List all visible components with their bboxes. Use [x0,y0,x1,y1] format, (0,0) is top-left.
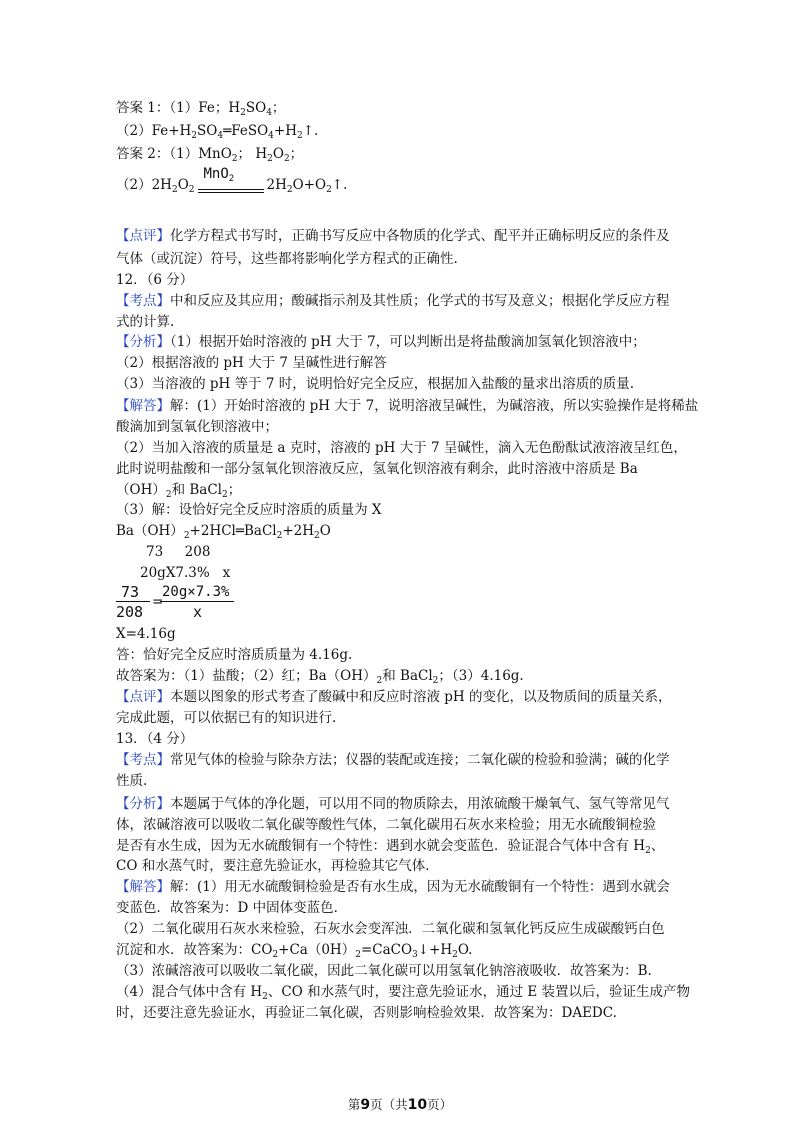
solution-13-line-5: （3）浓碱溶液可以吸收二氧化碳，因此二氧化碳可以用氢氧化钠溶液吸收．故答案为：B. [116,963,652,979]
page-footer: 第9页（共10页） [347,1097,453,1113]
molar-mass-line: 73 208 [146,544,211,560]
solution-13-line-3: （2）二氧化碳用石灰水来检验，石灰水会变浑浊．二氧化碳和氢氧化钙反应生成碳酸钙白色 [116,921,665,937]
kaodian-12-cont: 式的计算. [116,314,175,330]
analysis-12: 【分析】（1）根据开始时溶液的 pH 大于 7，可以判断出是将盐酸滴加氢氧化钡溶液中； [116,334,646,350]
kaodian-12: 【考点】中和反应及其应用；酸碱指示剂及其性质；化学式的书写及意义；根据化学反应方程 [116,293,670,309]
fraction-denominator-2: x [193,603,203,621]
page-total: 10 [407,1097,428,1113]
solution-13-line-6: （4）混合气体中含有 $H_2$、CO 和水蒸气时，要注意先验证水，通过 E 装置以后，验证生成产物 [116,984,691,1002]
question-13-title: 13．（4 分） [116,731,194,747]
fraction-equals: = [152,594,164,610]
analysis-12-line-3: （3）当溶液的 pH 等于 7 时，说明恰好完全反应，根据加入盐酸的量求出溶质的质量. [116,376,635,392]
answer-2-line-1: 答案 2：（1）MnO$_2$； $H_2O_2$； [116,146,304,164]
comment-12: 【点评】本题以图象的形式考查了酸碱中和反应时溶液 pH 的变化，以及物质间的质量关系， [116,689,672,705]
solution-13-line-4: 沉淀和水．故答案为：$CO_2+Ca(0H)_2=CaCO_3↓+H_2O$. [116,942,473,960]
solution-12-line-4: 此时说明盐酸和一部分氢氧化钡溶液反应，氢氧化钡溶液有剩余，此时溶液中溶质是 Ba [116,461,638,477]
solution-12-line-3: （2）当加入溶液的质量是 a 克时，溶液的 pH 大于 7 呈碱性，滴入无色酚酞试液溶液呈红色， [116,440,687,456]
solution-12-line-2: 酸滴加到氢氧化钡溶液中； [116,419,278,435]
analysis-12-line-2: （2）根据溶液的 pH 大于 7 呈碱性进行解答 [116,355,387,371]
answer-statement-12: 答：恰好完全反应时溶质质量为 4.16g. [116,647,353,663]
page-number: 9 [360,1097,371,1113]
kaodian-13-cont: 性质. [116,773,148,789]
comment-11: 【点评】化学方程式书写时，正确书写反应中各物质的化学式、配平并正确标明反应的条件及 [116,228,670,244]
result-x: X=4.16g [116,626,176,642]
answer-2-equation: $(2)2H_2O_2$ MnO$_2$ $2H_2O+O_2↑$. [116,165,348,195]
tag-fenxi: 【分析】 [116,796,170,812]
given-mass-line: 20gX7.3% x [140,565,231,581]
comment-11-cont: 气体（或沉淀）符号，这些都将影响化学方程式的正确性. [116,251,458,267]
fraction-bar-1 [116,601,150,602]
fraction-numerator-1: 73 [121,583,140,601]
analysis-13-line-4: CO 和水蒸气时，要注意先验证水，再检验其它气体． [116,858,439,874]
fraction-bar-2 [160,601,234,602]
analysis-13-line-3: 是否有水生成，因为无水硫酸铜有一个特性：遇到水就会变蓝色．验证混合气体中含有 $H_2$、 [116,838,665,856]
question-12-title: 12．（6 分） [116,272,194,288]
solution-13: 【解答】解：(1）用无水硫酸铜检验是否有水生成，因为无水硫酸铜有一个特性：遇到水就会 [116,879,670,895]
tag-kaodian: 【考点】 [116,293,170,309]
tag-dianping: 【点评】 [116,689,170,705]
reaction-condition: MnO$_2$ [198,177,264,195]
solution-13-line-7: 时，还要注意先验证水，再验证二氧化碳，否则影响检验效果．故答案为：DAEDC. [116,1005,617,1021]
tag-jieda: 【解答】 [116,879,170,895]
equation-12: $Ba(OH)_2+2HCl═BaCl_2+2H_2O$ [116,523,331,541]
tag-fenxi: 【分析】 [116,334,170,350]
tag-kaodian: 【考点】 [116,752,170,768]
fraction-denominator-1: 208 [116,603,144,621]
solution-12-line-6: （3）解：设恰好完全反应时溶质的质量为 X [116,502,382,518]
fraction-numerator-2: 20g×7.3% [162,584,230,600]
kaodian-13: 【考点】常见气体的检验与除杂方法；仪器的装配或连接；二氧化碳的检验和验满；碱的化学 [116,752,670,768]
comment-12-cont: 完成此题，可以依据已有的知识进行. [116,710,337,726]
analysis-13-line-2: 体，浓碱溶液可以吸收二氧化碳等酸性气体，二氧化碳用石灰水来检验；用无水硫酸铜检验 [116,817,656,833]
solution-12: 【解答】解：(1）开始时溶液的 pH 大于 7，说明溶液呈碱性，为碱溶液，所以实验操作是将稀盐 [116,398,699,414]
answer-1-line-1: 答案 1：（1）Fe；$H_2SO_4$； [116,100,286,118]
tag-dianping: 【点评】 [116,228,170,244]
final-answer-12: 故答案为：（1）盐酸；（2）红；$Ba(OH)_2$和 BaCl$_2$；（3）4.16g. [116,668,524,686]
solution-12-line-5: $(OH)_2$和 BaCl$_2$； [116,482,242,500]
analysis-13: 【分析】本题属于气体的净化题，可以用不同的物质除去，用浓硫酸干燥氧气、氢气等常见气 [116,796,670,812]
solution-13-line-2: 变蓝色．故答案为：D 中固体变蓝色． [116,900,348,916]
answer-1-line-2: $(2)Fe+H_2SO_4═FeSO_4+H_2↑$. [116,123,319,141]
tag-jieda: 【解答】 [116,398,170,414]
